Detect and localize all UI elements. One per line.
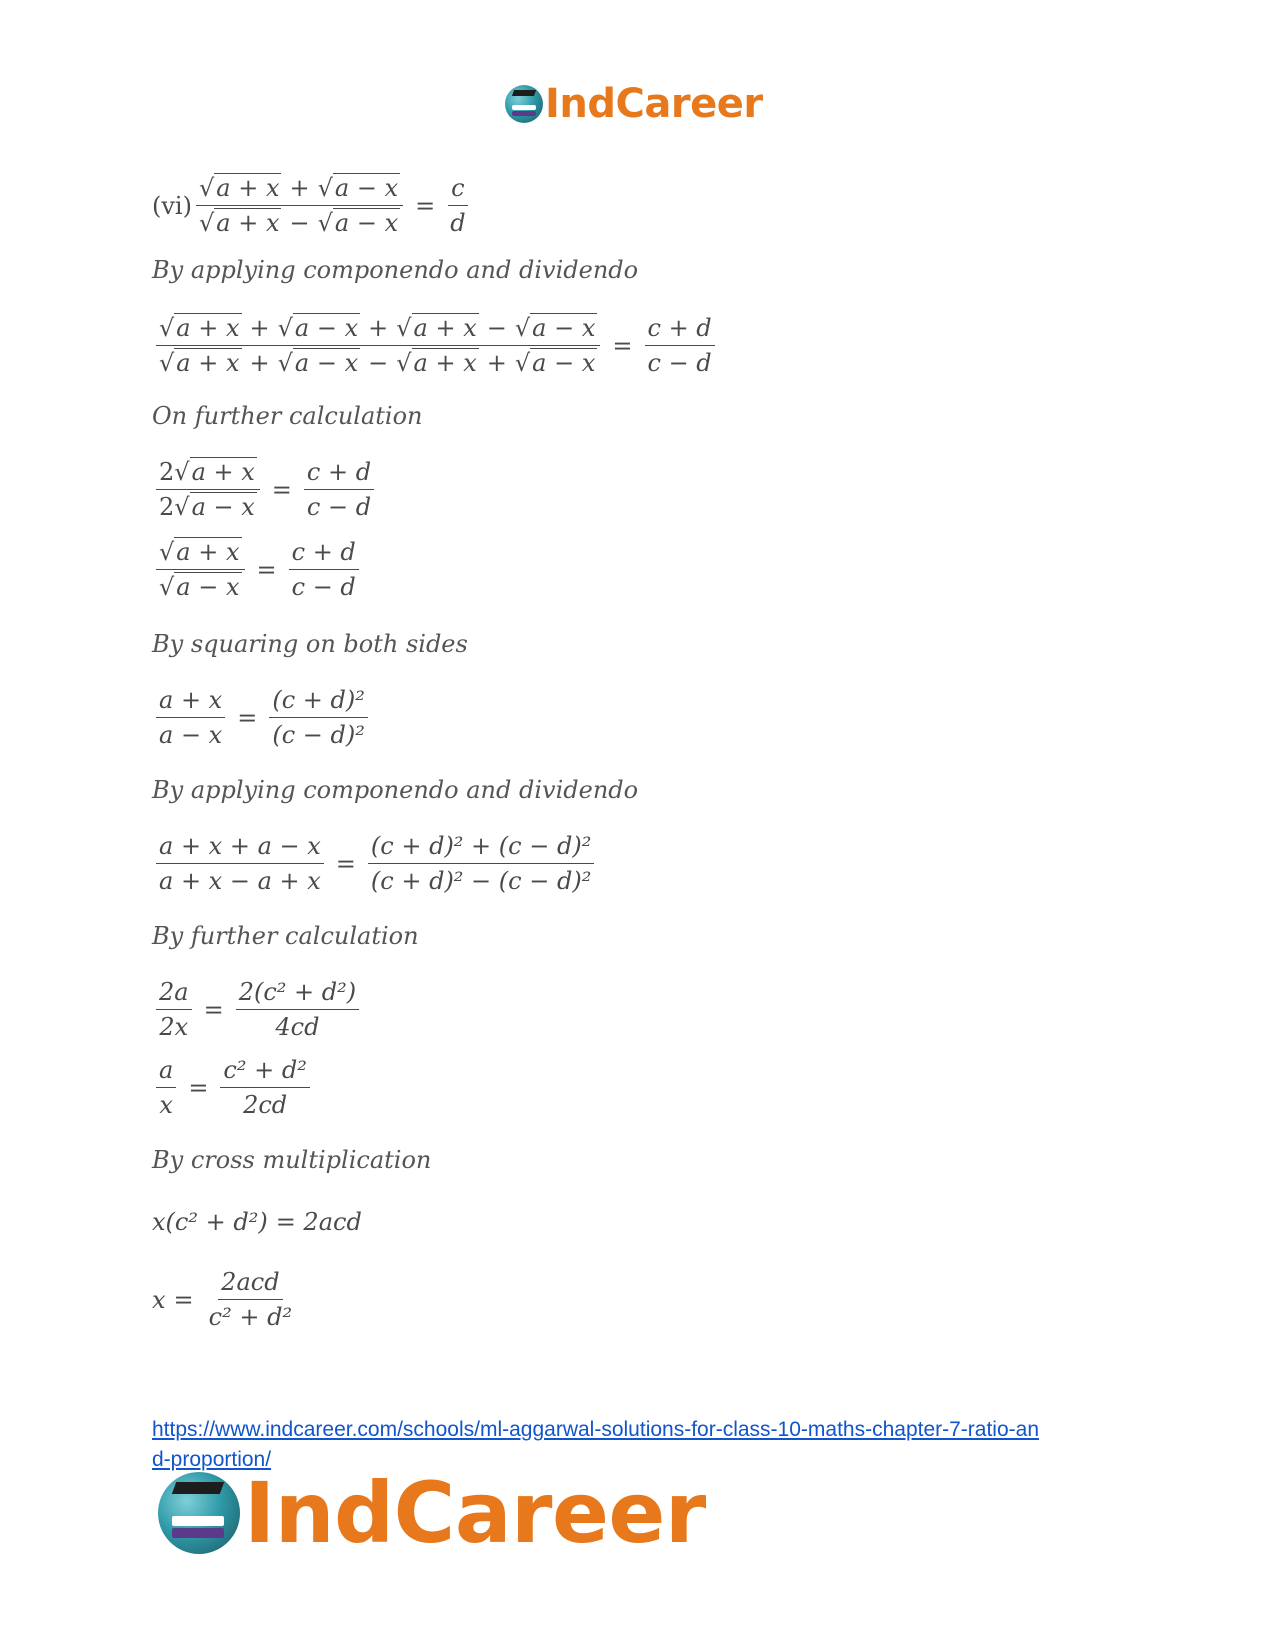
equation: $\frac{√a + x}{√a - x}$ = $\frac{c + d}{c - d}$ bbox=[152, 538, 363, 601]
logo-wordmark: IndCareer bbox=[244, 1464, 706, 1562]
equation: $\frac{2a}{2x}$ = $\frac{\text{2(c² + d²)}}{4cd}$ bbox=[152, 978, 363, 1041]
step-text: By applying componendo and dividendo bbox=[152, 256, 639, 284]
equation: $\frac{a + x}{a - x}$ = $\frac{\text{(c + d)²}}{\text{(c − d)²}}$ bbox=[152, 686, 372, 749]
step-text: By applying componendo and dividendo bbox=[152, 776, 639, 804]
given-equation: (vi) $\frac{√a + x + √a - x}{√a + x - √a - x}$ = $\frac{c}{d}$ bbox=[152, 174, 473, 237]
step-text: By cross multiplication bbox=[152, 1146, 432, 1174]
step-text: By squaring on both sides bbox=[152, 630, 468, 658]
step-text: By further calculation bbox=[152, 922, 419, 950]
source-link[interactable]: https://www.indcareer.com/schools/ml-aggarwal-solutions-for-class-10-maths-chapter-7-ratio-an d-proportion/ bbox=[152, 1418, 1039, 1471]
step-text: On further calculation bbox=[152, 402, 423, 430]
graduation-cap-icon bbox=[158, 1472, 240, 1554]
footer-logo bbox=[158, 1464, 706, 1562]
equation: $\frac{a}{x}$ = $\frac{\text{c² + d²}}{2cd}$ bbox=[152, 1056, 314, 1119]
fraction: $\frac{√a + x + √a - x}{√a + x - √a - x}$ bbox=[196, 174, 403, 237]
logo-wordmark: IndCareer bbox=[545, 81, 763, 127]
part-label: (vi) bbox=[152, 191, 192, 220]
final-answer: x = $\frac{\text{2acd}}{\text{c² + d²}}$ bbox=[152, 1268, 293, 1331]
header-logo bbox=[505, 82, 763, 126]
equation: $\frac{√a + x + √a - x + √a + x - √a - x}{√a + x + √a - x - √a + x + √a - x}$ = $\frac{c + d}{c - d}$ bbox=[152, 314, 719, 377]
equation: $\frac{a + x + a - x}{a + x - a + x}$ = $\frac{\text{(c + d)² + (c − d)²}}{\text{(c + d)² − (c − d)²}}$ bbox=[152, 832, 598, 895]
equation: x(c² + d²) = 2acd bbox=[152, 1208, 362, 1236]
graduation-cap-icon bbox=[505, 85, 543, 123]
equation: $\frac{2√a + x}{2√a - x}$ = $\frac{c + d}{c - d}$ bbox=[152, 458, 378, 521]
